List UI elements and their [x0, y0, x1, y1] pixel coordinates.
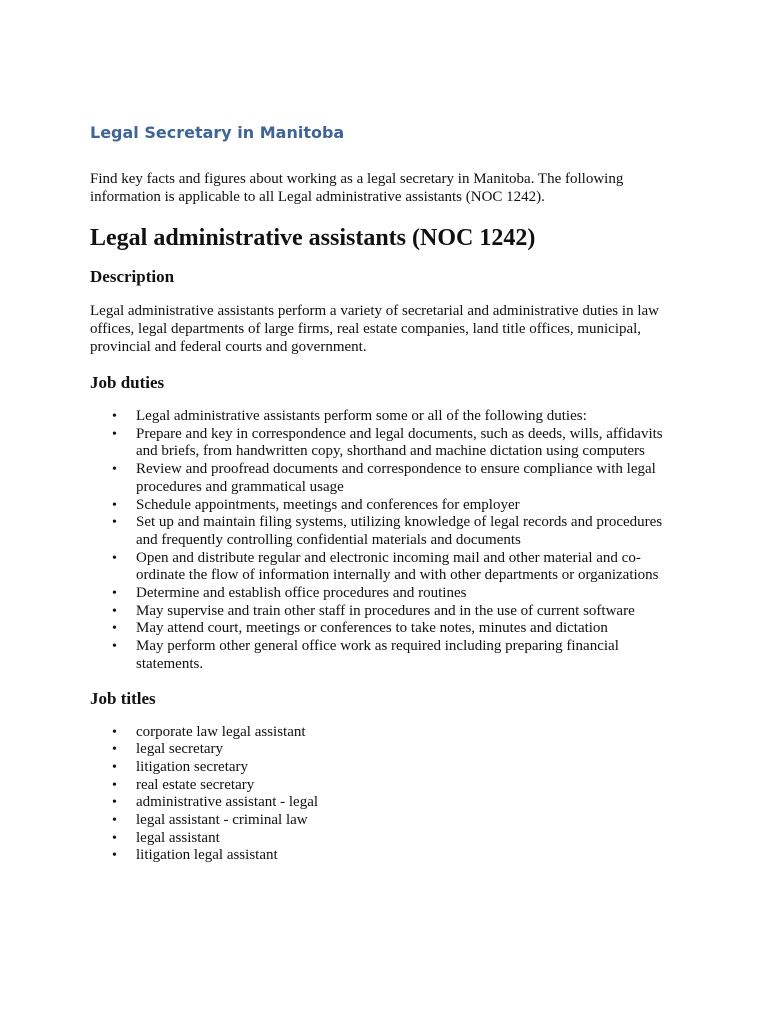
list-item [90, 497, 680, 515]
list-item [90, 724, 680, 742]
list-item [90, 638, 680, 673]
list-item-text: Review and proofread documents and correspondence to ensure compliance with legal procedures and grammatical usage [136, 461, 656, 495]
list-item-text: legal assistant - criminal law [136, 812, 308, 829]
bullet-icon: • [112, 497, 117, 513]
job-titles-list [90, 724, 680, 866]
list-item-text: May supervise and train other staff in procedures and in the use of current software [136, 602, 635, 619]
description-heading: Description [90, 267, 175, 286]
description-text: Legal administrative assistants perform a variety of secretarial and administrative duties in law offices, legal departments of large firms, real estate companies, land title offices, municipal, provincial and federal courts and government. [90, 303, 659, 355]
bullet-icon: • [112, 550, 117, 566]
bullet-icon: • [112, 759, 117, 775]
bullet-icon: • [112, 426, 117, 442]
list-item-text: Schedule appointments, meetings and conferences for employer [136, 496, 520, 513]
bullet-icon: • [112, 848, 117, 864]
bullet-icon: • [112, 830, 117, 846]
bullet-icon: • [112, 777, 117, 793]
bullet-icon: • [112, 639, 117, 655]
list-item-text: Legal administrative assistants perform some or all of the following duties: [136, 408, 587, 424]
bullet-icon: • [112, 603, 117, 619]
job-duties-list [90, 408, 680, 674]
list-item [90, 603, 680, 621]
bullet-icon: • [112, 742, 117, 758]
bullet-icon: • [112, 462, 117, 478]
list-item [90, 741, 680, 759]
main-title: Legal administrative assistants (NOC 1242) [90, 225, 536, 251]
list-item-text: Open and distribute regular and electronic incoming mail and other material and co-ordinate the flow of information internally and with other departments or organizations [136, 549, 659, 584]
list-item-text: Prepare and key in correspondence and legal documents, such as deeds, wills, affidavits and briefs, from handwritten copy, shorthand and machine dictation using computers [136, 425, 663, 460]
list-item-text: real estate secretary [136, 776, 255, 793]
list-item [90, 830, 680, 848]
list-item [90, 426, 680, 461]
bullet-icon: • [112, 586, 117, 602]
list-item [90, 514, 680, 549]
list-item-text: Determine and establish office procedures and routines [136, 585, 467, 602]
list-item-text: litigation legal assistant [136, 847, 278, 864]
list-item [90, 812, 680, 830]
list-item-text: corporate law legal assistant [136, 723, 306, 740]
list-item-text: Set up and maintain filing systems, utilizing knowledge of legal records and procedures and frequently controlling confidential materials and documents [136, 514, 663, 548]
list-item [90, 550, 680, 585]
list-item-text: legal secretary [136, 741, 224, 758]
bullet-icon: • [112, 621, 117, 637]
bullet-icon: • [112, 409, 117, 424]
intro-paragraph: Find key facts and figures about working as a legal secretary in Manitoba. The following information is applicable to all Legal administrative assistants (NOC 1242). [90, 171, 624, 205]
bullet-icon: • [112, 515, 117, 531]
list-item [90, 461, 680, 496]
list-item-text: administrative assistant - legal [136, 794, 319, 811]
list-item [90, 794, 680, 812]
list-item [90, 847, 680, 865]
list-item [90, 620, 680, 638]
list-item [90, 777, 680, 795]
list-item-text: May attend court, meetings or conferences to take notes, minutes and dictation [136, 620, 608, 637]
bullet-icon: • [112, 813, 117, 829]
bullet-icon: • [112, 795, 117, 811]
job-duties-heading: Job duties [90, 373, 165, 392]
bullet-icon: • [112, 724, 117, 740]
list-item-text: litigation secretary [136, 758, 249, 775]
list-item-text: May perform other general office work as required including preparing financial statements. [136, 638, 619, 672]
document-page [90, 122, 680, 879]
job-titles-heading: Job titles [90, 688, 156, 708]
list-item [90, 408, 680, 426]
list-item-text: legal assistant [136, 829, 220, 846]
list-item [90, 585, 680, 603]
list-item [90, 759, 680, 777]
page-heading: Legal Secretary in Manitoba [90, 123, 345, 142]
